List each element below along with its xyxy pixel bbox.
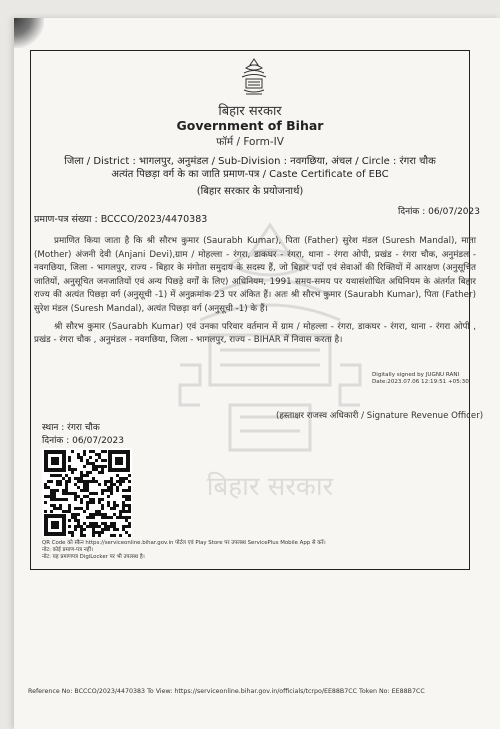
watermark-text: बिहार सरकार bbox=[206, 472, 334, 502]
district-line: जिला / District : भागलपुर, अनुमंडल / Sub-Division : नवगछिया, अंचल / Circle : रंगरा चौक bbox=[64, 156, 436, 167]
page-corner-shadow bbox=[14, 18, 44, 48]
certificate-type: अत्यंत पिछड़ा वर्ग के का जाति प्रमाण-पत्र / Caste Certificate of EBC bbox=[111, 169, 389, 180]
digital-signature bbox=[372, 372, 469, 386]
govt-title-hindi: बिहार सरकार bbox=[218, 104, 282, 119]
qr-note-line-2: नोट: कोई प्रमाण-पत्र नहीं। bbox=[42, 547, 94, 553]
footer-reference: Reference No: BCCCO/2023/4470383 To View: https://serviceonline.bihar.gov.in/officials/tcrpo/EE88B7CC Token No: EE88B7CC bbox=[28, 688, 425, 695]
qr-code bbox=[42, 448, 132, 538]
govt-title-english: Government of Bihar bbox=[176, 118, 324, 133]
purpose-line: (बिहार सरकार के प्रयोजनार्थ) bbox=[196, 186, 304, 197]
digital-signed-date: Date:2023.07.06 12:19:51 +05:30 bbox=[372, 379, 469, 385]
certificate-number: प्रमाण-पत्र संख्या : BCCCO/2023/4470383 bbox=[34, 214, 208, 225]
qr-note-line-1: QR Code को स्कैन https://serviceonline.bihar.gov.in पोर्टल एवं Play Store पर उपलब्ध ServicePlus Mobile App से करें। bbox=[42, 540, 326, 546]
issue-date-bottom: दिनांक : 06/07/2023 bbox=[42, 436, 124, 446]
certificate-body bbox=[34, 235, 476, 352]
place-line: स्थान : रंगरा चौक bbox=[42, 423, 100, 433]
digital-signed-by: Digitally signed by JUGNU RANI bbox=[372, 372, 460, 378]
bihar-emblem-icon bbox=[236, 56, 272, 98]
qr-instructions bbox=[42, 540, 326, 561]
form-number: फॉर्म / Form-IV bbox=[216, 136, 284, 148]
officer-signature-label: (हस्ताक्षर राजस्व अधिकारी / Signature Revenue Officer) bbox=[276, 411, 484, 421]
certificate-paragraph-1: प्रमाणित किया जाता है कि श्री सौरभ कुमार (Saurabh Kumar), पिता (Father) सुरेश मंडल (Suresh Mandal), माता (Mother) अंजनी देवी (Anjani Devi),ग्राम / मोहल्ला - रंगरा, डाकघर - रंगरा, थाना - रंगरा ओपी, प्रखंड - रंगरा चौक, अनुमंडल - नवगछिया, जिला - भागलपुर, राज्य - बिहार के मंगोता समुदाय के सदस्य हैं, जो बिहार पदों एवं सेवाओं की रिक्तियों में आरक्षण (अनुसूचित जातियों, अनुसूचित जनजातियों एवं अन्य पिछड़े वर्गों के लिए) अधिनियम, 1991 समय-समय पर यथासंशोधित अधिनियम के अंतर्गत बिहार राज्य की अत्यंत पिछड़ा वर्ग (अनुसूची -1) में अनुक्रमांक 23 पर अंकित हैं। अतः श्री सौरभ कुमार (Saurabh Kumar), पिता (Father) सुरेश मंडल (Suresh Mandal), अत्यंत पिछड़ा वर्ग (अनुसूची -1) के हैं। bbox=[34, 236, 476, 314]
certificate-paragraph-2: श्री सौरभ कुमार (Saurabh Kumar) एवं उनका परिवार वर्तमान में ग्राम / मोहल्ला - रंगरा, डाकघर - रंगरा, थाना - रंगरा ओपी , प्रखंड - रंगरा चौक , अनुमंडल - नवगछिया, जिला - भागलपुर, राज्य - BIHAR में निवास करता है। bbox=[34, 321, 476, 346]
issue-date-top: दिनांक : 06/07/2023 bbox=[398, 207, 480, 217]
qr-note-line-3: नोट: यह प्रमाणपत्र DigiLocker पर भी उपलब्ध है। bbox=[42, 554, 145, 560]
